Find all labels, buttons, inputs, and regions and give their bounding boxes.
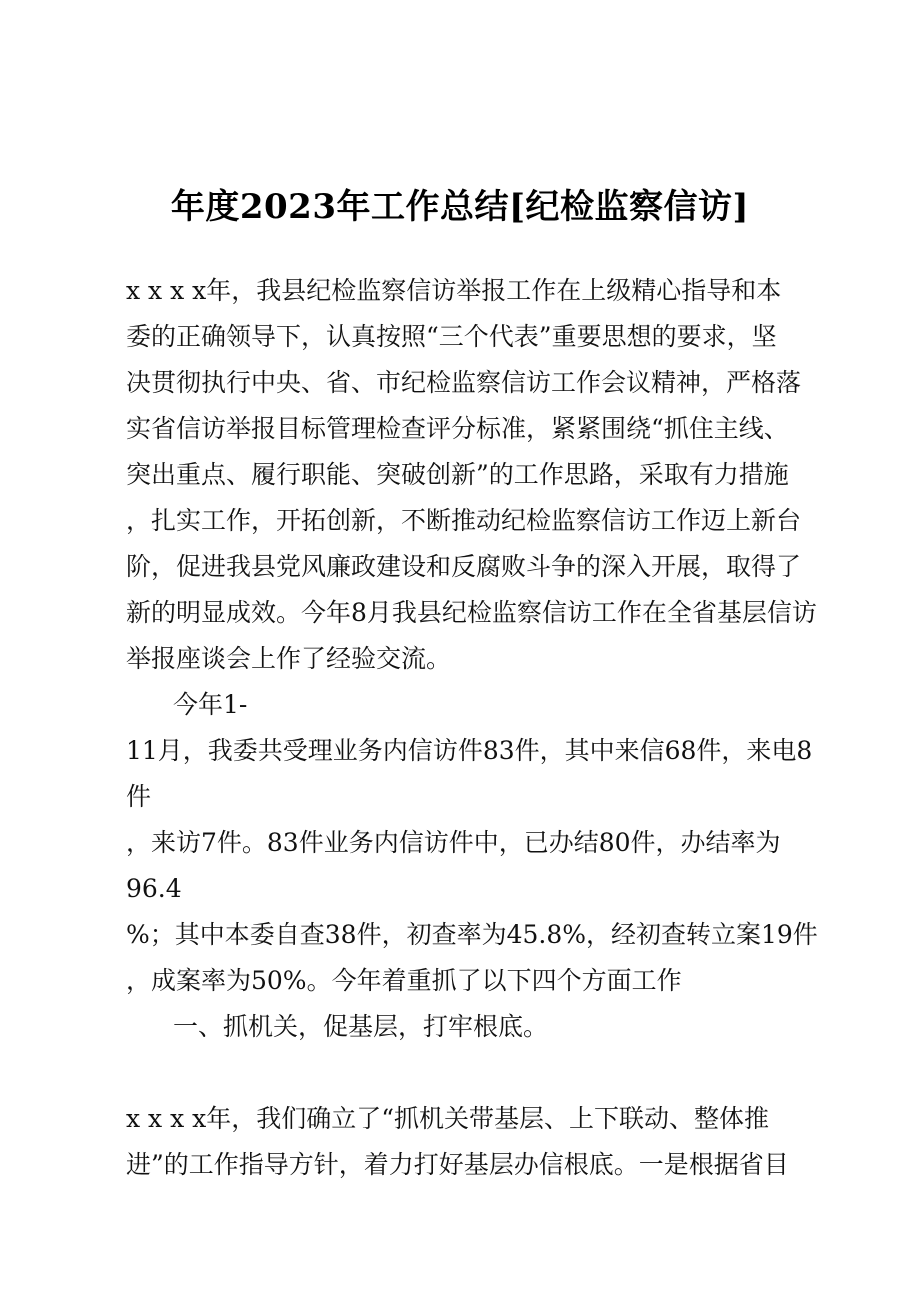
document-title: 年度2023年工作总结[纪检监察信访] [170, 187, 750, 227]
text-line: 突出重点、履行职能、突破创新”的工作思路，采取有力措施 [126, 460, 789, 489]
text-line: 进”的工作指导方针，着力打好基层办信根底。一是根据省目 [126, 1150, 789, 1179]
text-line: x x x x年，我们确立了“抓机关带基层、上下联动、整体推 [126, 1104, 770, 1133]
text-line: 决贯彻执行中央、省、市纪检监察信访工作会议精神，严格落 [126, 368, 802, 397]
text-line: 实省信访举报目标管理检查评分标准，紧紧围绕“抓住主线、 [126, 414, 789, 443]
text-line: 一、抓机关，促基层，打牢根底。 [173, 1012, 549, 1041]
text-line: x x x x年，我县纪检监察信访举报工作在上级精心指导和本 [126, 276, 782, 305]
document-body [126, 268, 828, 1188]
blank-line [126, 1050, 828, 1096]
text-line: ，来访7件。83件业务内信访件中，已办结80件，办结率为96.4 [126, 828, 781, 903]
text-line: 11月，我委共受理业务内信访件83件，其中来信68件，来电8件 [126, 736, 813, 811]
text-line: ，成案率为50%。今年着重抓了以下四个方面工作 [126, 966, 682, 995]
text-line: 委的正确领导下，认真按照“三个代表”重要思想的要求，坚 [126, 322, 777, 351]
text-line: 今年1- [173, 690, 248, 719]
text-line: %；其中本委自查38件，初查率为45.8%，经初查转立案19件 [126, 920, 818, 949]
text-line: 阶，促进我县党风廉政建设和反腐败斗争的深入开展，取得了 [126, 552, 802, 581]
text-line: 新的明显成效。今年8月我县纪检监察信访工作在全省基层信访 [126, 598, 817, 627]
text-line: ，扎实工作，开拓创新，不断推动纪检监察信访工作迈上新台 [126, 506, 802, 535]
text-line: 举报座谈会上作了经验交流。 [126, 644, 452, 673]
